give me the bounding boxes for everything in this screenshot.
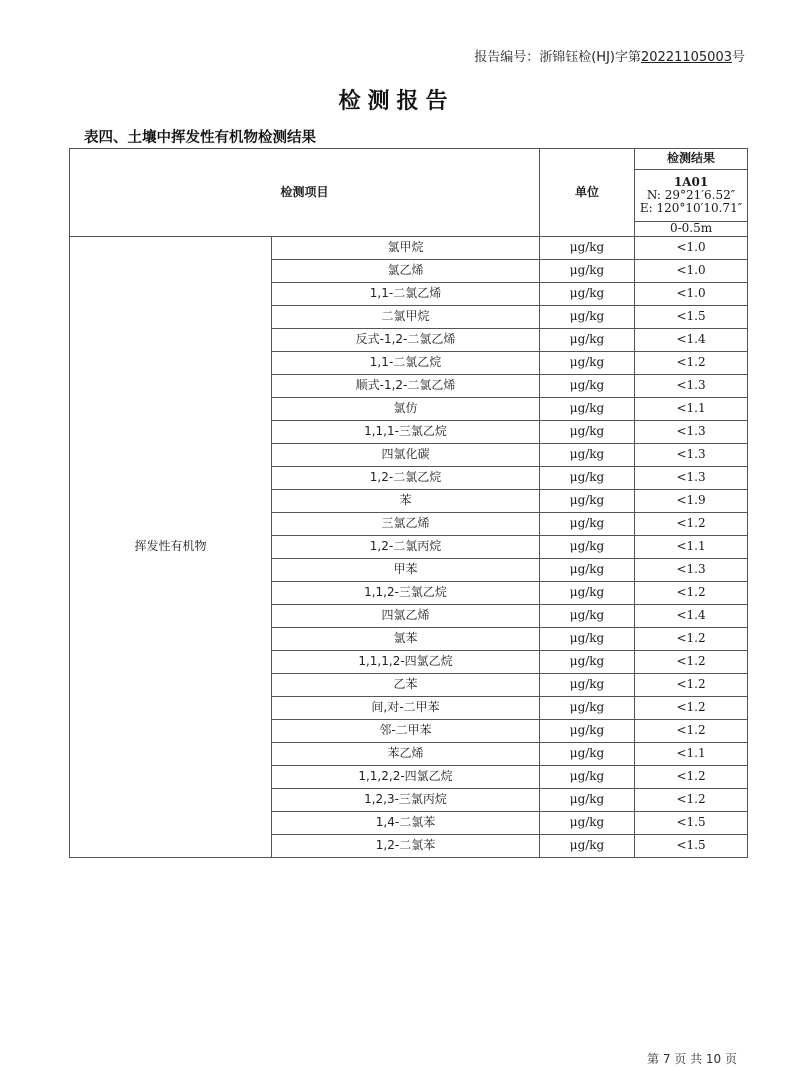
- unit-cell: μg/kg: [540, 490, 635, 513]
- result-value: <1.5: [635, 306, 748, 329]
- document-title: 检测报告: [338, 89, 455, 114]
- compound-name: 1,2,3-三氯丙烷: [272, 789, 540, 812]
- result-value: <1.3: [635, 559, 748, 582]
- report-number-label: 报告编号：浙锦钰检(HJ)字第: [474, 50, 641, 65]
- results-table: [69, 148, 748, 858]
- unit-cell: μg/kg: [540, 536, 635, 559]
- result-value: <1.1: [635, 398, 748, 421]
- unit-cell: μg/kg: [540, 812, 635, 835]
- table-caption: 表四、土壤中挥发性有机物检测结果: [84, 130, 316, 146]
- unit-cell: μg/kg: [540, 628, 635, 651]
- result-value: <1.2: [635, 789, 748, 812]
- compound-name: 氯仿: [272, 398, 540, 421]
- unit-cell: μg/kg: [540, 674, 635, 697]
- compound-name: 邻-二甲苯: [272, 720, 540, 743]
- compound-name: 1,1,1-三氯乙烷: [272, 421, 540, 444]
- result-value: <1.3: [635, 467, 748, 490]
- compound-name: 1,1,1,2-四氯乙烷: [272, 651, 540, 674]
- compound-name: 苯乙烯: [272, 743, 540, 766]
- compound-name: 1,1,2-三氯乙烷: [272, 582, 540, 605]
- result-value: <1.2: [635, 582, 748, 605]
- sample-latitude: N: 29°21′6.52″: [646, 187, 736, 202]
- header-unit: 单位: [540, 149, 635, 237]
- report-number: 20221105003: [641, 50, 732, 65]
- table-row: [70, 237, 748, 260]
- result-value: <1.5: [635, 812, 748, 835]
- compound-name: 苯: [272, 490, 540, 513]
- result-value: <1.0: [635, 237, 748, 260]
- result-value: <1.2: [635, 651, 748, 674]
- header-item: 检测项目: [70, 149, 540, 237]
- result-value: <1.4: [635, 329, 748, 352]
- report-number-suffix: 号: [731, 50, 745, 65]
- compound-name: 三氯乙烯: [272, 513, 540, 536]
- unit-cell: μg/kg: [540, 421, 635, 444]
- sample-longitude: E: 120°10′10.71″: [639, 201, 743, 216]
- report-number-line: [474, 46, 745, 65]
- result-value: <1.2: [635, 697, 748, 720]
- unit-cell: μg/kg: [540, 789, 635, 812]
- sample-id: 1A01: [673, 174, 709, 189]
- unit-cell: μg/kg: [540, 651, 635, 674]
- compound-name: 氯乙烯: [272, 260, 540, 283]
- compound-name: 1,2-二氯丙烷: [272, 536, 540, 559]
- compound-name: 间,对-二甲苯: [272, 697, 540, 720]
- compound-name: 氯苯: [272, 628, 540, 651]
- unit-cell: μg/kg: [540, 582, 635, 605]
- unit-cell: μg/kg: [540, 605, 635, 628]
- unit-cell: μg/kg: [540, 237, 635, 260]
- compound-name: 顺式-1,2-二氯乙烯: [272, 375, 540, 398]
- group-label: 挥发性有机物: [70, 237, 272, 858]
- result-value: <1.2: [635, 674, 748, 697]
- result-value: <1.2: [635, 352, 748, 375]
- unit-cell: μg/kg: [540, 513, 635, 536]
- sample-info: [635, 170, 748, 222]
- result-value: <1.0: [635, 283, 748, 306]
- header-result: 检测结果: [635, 149, 748, 170]
- unit-cell: μg/kg: [540, 766, 635, 789]
- compound-name: 1,1-二氯乙烯: [272, 283, 540, 306]
- compound-name: 四氯化碳: [272, 444, 540, 467]
- result-value: <1.1: [635, 536, 748, 559]
- result-value: <1.2: [635, 513, 748, 536]
- compound-name: 氯甲烷: [272, 237, 540, 260]
- compound-name: 1,2-二氯苯: [272, 835, 540, 858]
- compound-name: 乙苯: [272, 674, 540, 697]
- unit-cell: μg/kg: [540, 835, 635, 858]
- compound-name: 1,1-二氯乙烷: [272, 352, 540, 375]
- compound-name: 四氯乙烯: [272, 605, 540, 628]
- result-value: <1.2: [635, 720, 748, 743]
- result-value: <1.0: [635, 260, 748, 283]
- unit-cell: μg/kg: [540, 283, 635, 306]
- unit-cell: μg/kg: [540, 444, 635, 467]
- compound-name: 1,4-二氯苯: [272, 812, 540, 835]
- result-value: <1.1: [635, 743, 748, 766]
- result-value: <1.5: [635, 835, 748, 858]
- unit-cell: μg/kg: [540, 375, 635, 398]
- unit-cell: μg/kg: [540, 743, 635, 766]
- compound-name: 1,1,2,2-四氯乙烷: [272, 766, 540, 789]
- compound-name: 甲苯: [272, 559, 540, 582]
- unit-cell: μg/kg: [540, 559, 635, 582]
- compound-name: 1,2-二氯乙烷: [272, 467, 540, 490]
- result-value: <1.4: [635, 605, 748, 628]
- result-value: <1.2: [635, 766, 748, 789]
- result-value: <1.9: [635, 490, 748, 513]
- page-footer: 第 7 页 共 10 页: [647, 1052, 737, 1066]
- unit-cell: μg/kg: [540, 306, 635, 329]
- unit-cell: μg/kg: [540, 720, 635, 743]
- result-value: <1.3: [635, 444, 748, 467]
- unit-cell: μg/kg: [540, 352, 635, 375]
- unit-cell: μg/kg: [540, 467, 635, 490]
- unit-cell: μg/kg: [540, 260, 635, 283]
- unit-cell: μg/kg: [540, 398, 635, 421]
- result-value: <1.3: [635, 421, 748, 444]
- unit-cell: μg/kg: [540, 697, 635, 720]
- unit-cell: μg/kg: [540, 329, 635, 352]
- sample-depth: 0-0.5m: [635, 222, 748, 237]
- compound-name: 反式-1,2-二氯乙烯: [272, 329, 540, 352]
- result-value: <1.2: [635, 628, 748, 651]
- result-value: <1.3: [635, 375, 748, 398]
- compound-name: 二氯甲烷: [272, 306, 540, 329]
